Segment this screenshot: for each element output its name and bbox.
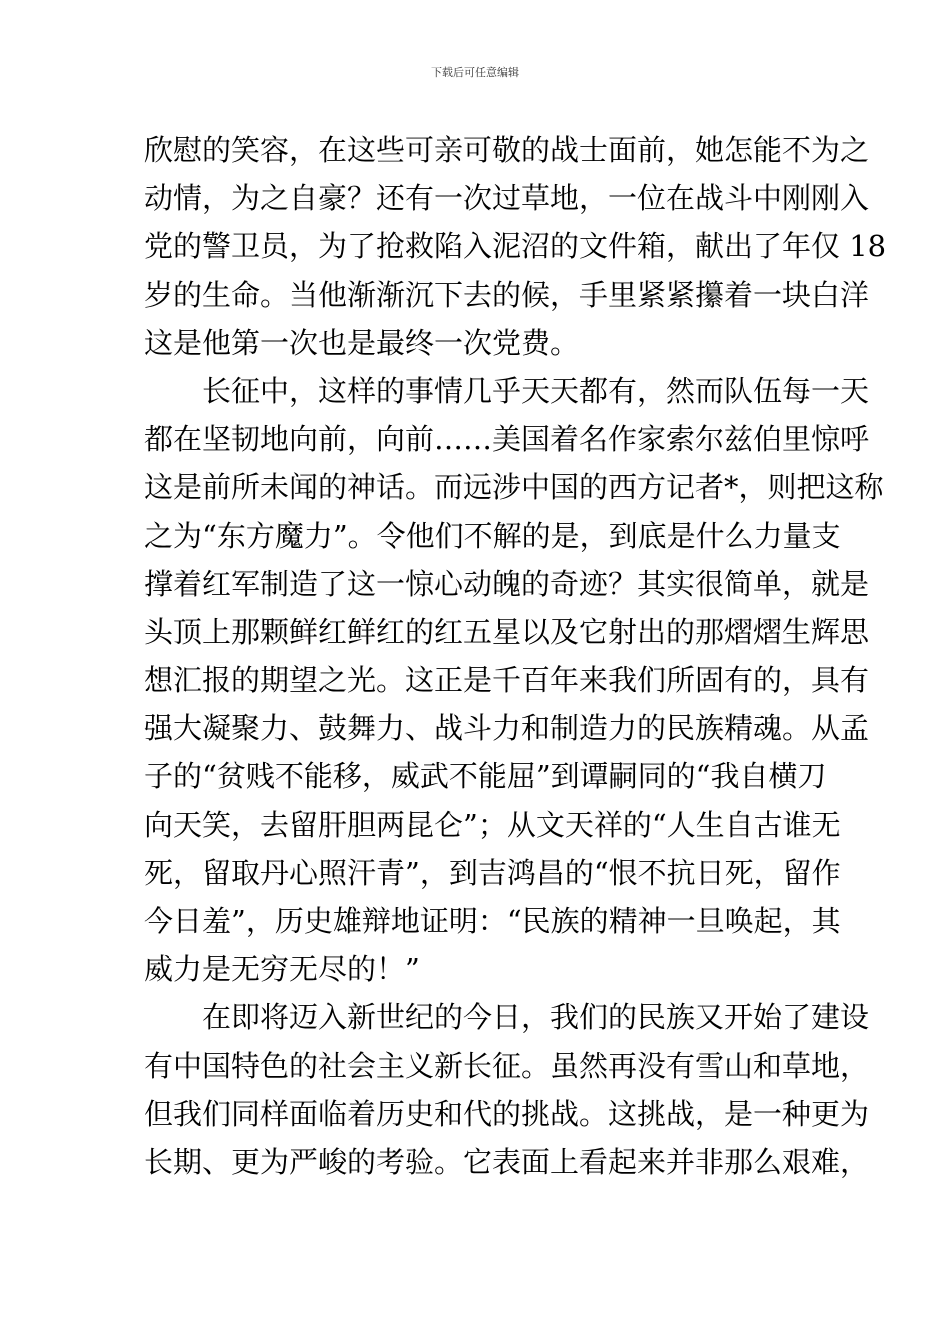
text-line: 子的“贫贱不能移，威武不能屈”到谭嗣同的“我自横刀 bbox=[144, 759, 827, 794]
text-line: 欣慰的笑容，在这些可亲可敬的战士面前，她怎能不为之 bbox=[144, 133, 870, 167]
text-line: 动情，为之自豪？还有一次过草地，一位在战斗中刚刚入 bbox=[144, 181, 870, 216]
text-line: 党的警卫员，为了抢救陷入泥沼的文件箱，献出了年仅 18 bbox=[144, 229, 887, 264]
document-body bbox=[144, 132, 887, 1192]
text-line: 威力是无穷无尽的！” bbox=[144, 952, 420, 987]
text-line: 这是他第一次也是最终一次党费。 bbox=[144, 325, 580, 360]
text-line: 死，留取丹心照汗青”，到吉鸿昌的“恨不抗日死，留作 bbox=[144, 855, 841, 890]
text-line: 今日羞”，历史雄辩地证明：“民族的精神一旦唤起，其 bbox=[144, 904, 841, 938]
text-line: 撑着红军制造了这一惊心动魄的奇迹？其实很简单，就是 bbox=[144, 566, 870, 601]
text-line: 岁的生命。当他渐渐沉下去的候，手里紧紧攥着一块白洋 bbox=[144, 277, 870, 312]
text-line: 有中国特色的社会主义新长征。虽然再没有雪山和草地， bbox=[144, 1048, 870, 1083]
text-line: 头顶上那颗鲜红鲜红的红五星以及它射出的那熠熠生辉思 bbox=[144, 614, 870, 649]
text-line: 强大凝聚力、鼓舞力、战斗力和制造力的民族精魂。从孟 bbox=[144, 711, 870, 746]
text-line: 但我们同样面临着历史和代的挑战。这挑战，是一种更为 bbox=[144, 1096, 870, 1131]
paragraph-first-line: 在即将迈入新世纪的今日，我们的民族又开始了建设 bbox=[202, 1000, 870, 1035]
text-line: 长期、更为严峻的考验。它表面上看起来并非那么艰难， bbox=[144, 1144, 870, 1179]
page-header: 下载后可任意编辑 bbox=[431, 66, 519, 79]
paragraph-first-line: 长征中，这样的事情几乎天天都有，然而队伍每一天 bbox=[202, 373, 870, 408]
text-line: 都在坚韧地向前，向前……美国着名作家索尔兹伯里惊呼 bbox=[144, 422, 870, 457]
text-line: 之为“东方魔力”。令他们不解的是，到底是什么力量支 bbox=[144, 518, 841, 553]
text-line: 想汇报的期望之光。这正是千百年来我们所固有的，具有 bbox=[144, 663, 870, 698]
text-line: 这是前所未闻的神话。而远涉中国的西方记者*，则把这称 bbox=[144, 470, 884, 505]
text-line: 向天笑，去留肝胆两昆仑”；从文天祥的“人生自古谁无 bbox=[144, 807, 841, 842]
